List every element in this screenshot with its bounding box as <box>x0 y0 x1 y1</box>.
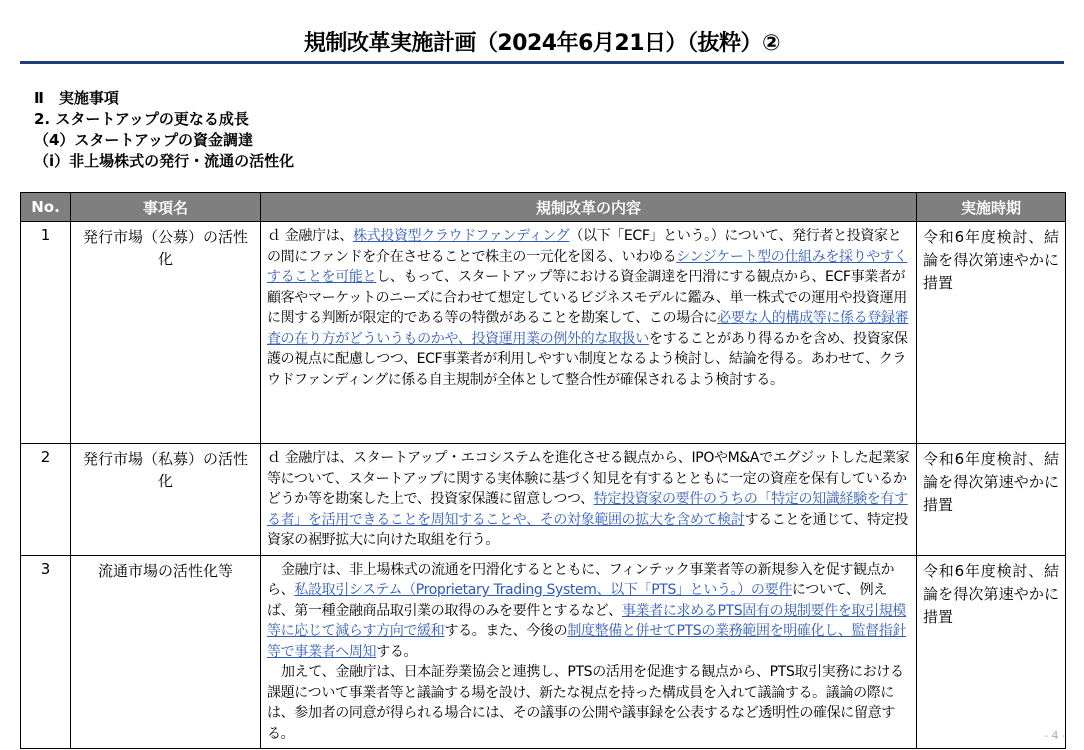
row-no: 3 <box>21 555 71 749</box>
underlined-text: 制度整備と併せてPTSの業務範囲を明確化し、監督指針等で事業者へ周知 <box>267 623 907 660</box>
underlined-text: 事業者に求めるPTS固有の規制要件を取引規模等に応じて減らす方向で緩和 <box>267 602 907 639</box>
row-timing: 令和6年度検討、結論を得次第速やかに措置 <box>917 222 1066 444</box>
content-paragraph <box>267 560 910 663</box>
heading-level-3: （4）スタートアップの資金調達 <box>34 131 253 149</box>
content-text: について、例えば、第一種金融商品取引業の取得のみを要件とするなど、 <box>267 582 887 619</box>
content-text: ｄ 金融庁は、スタートアップ・エコシステムを進化させる観点から、IPOやM&Aでエグジットした起業家等について、スタートアップに関する実体験に基づく知見を有するとともに一定の資産を保有しているかどうか等を勘案した上で、投資家保護に留意しつつ、 <box>267 450 910 507</box>
row-timing: 令和6年度検討、結論を得次第速やかに措置 <box>917 444 1066 556</box>
content-text: することを通じて、特定投資家の裾野拡大に向けた取組を行う。 <box>267 511 908 548</box>
content-text: 加えて、金融庁は、日本証券業協会と連携し、PTSの活用を促進する観点から、PTS取引実務における課題について事業者等と議論する場を設け、新たな視点を持った構成員を入れて議論する。議論の際には、参加者の同意が得られる場合には、その議事の公開や議事録を公表するなど透明性の確保に留意する。 <box>267 664 904 742</box>
row-item: 流通市場の活性化等 <box>71 555 261 749</box>
page-title: 規制改革実施計画（2024年6月21日）（抜粋）② <box>303 31 781 56</box>
content-text: （以下「ECF」という。）について、発行者と投資家との間にファンドを介在させることで株主の一元化を図る、いわゆる <box>267 228 902 265</box>
row-item: 発行市場（私募）の活性化 <box>71 444 261 556</box>
table-row <box>21 444 1066 556</box>
table-header-row <box>21 193 1066 222</box>
content-paragraph <box>267 662 910 744</box>
reform-table <box>20 192 1066 749</box>
content-text: ｄ 金融庁は、 <box>267 228 353 244</box>
content-text: する。 <box>376 643 418 660</box>
row-content <box>261 444 917 556</box>
content-text: 金融庁は、非上場株式の流通を円滑化するとともに、フィンテック事業者等の新規参入を促す観点から、 <box>267 561 895 598</box>
content-text: をすることがあり得るかを含め、投資家保護の視点に配慮しつつ、ECF事業者が利用しやすい制度となるよう検討し、結論を得る。あわせて、クラウドファンディングに係る自主規制が全体として整合性が確保されるよう検討する。 <box>267 330 908 388</box>
heading-level-2: 2. スタートアップの更なる成長 <box>34 110 249 128</box>
table-row <box>21 555 1066 749</box>
header-item: 事項名 <box>71 193 261 222</box>
row-content <box>261 555 917 749</box>
row-no: 2 <box>21 444 71 556</box>
row-item: 発行市場（公募）の活性化 <box>71 222 261 444</box>
underlined-text: シンジケート型の仕組みを採りやすくすることを可能と <box>267 248 908 285</box>
header-no: No. <box>21 193 71 222</box>
title-divider <box>20 61 1064 64</box>
content-text: し、もって、スタートアップ等における資金調達を円滑にする観点から、ECF事業者が顧客やマーケットのニーズに合わせて想定しているビジネスモデルに鑑み、単一株式での運用や投資運用に関する判断が限定的である等の特徴があることを勘案して、この場合に <box>267 269 907 326</box>
row-timing: 令和6年度検討、結論を得次第速やかに措置 <box>917 555 1066 749</box>
underlined-text: 私設取引システム（Proprietary Trading System、以下「PTS」という。）の要件 <box>294 582 792 598</box>
underlined-text: 必要な人的構成等に係る登録審査の在り方がどういうものかや、投資運用業の例外的な取扱い <box>267 310 909 347</box>
underlined-text: 株式投資型クラウドファンディング <box>353 228 570 244</box>
row-no: 1 <box>21 222 71 444</box>
table-row <box>21 222 1066 444</box>
underlined-text: 特定投資家の要件のうちの「特定の知識経験を有する者」を活用できることを周知することや、その対象範囲の拡大を含めて検討 <box>267 491 908 528</box>
heading-level-1: Ⅱ 実施事項 <box>34 89 119 107</box>
page-number: - 4 - <box>1044 729 1066 742</box>
row-content <box>261 222 917 444</box>
content-text: する。また、今後の <box>444 623 568 639</box>
header-content: 規制改革の内容 <box>261 193 917 222</box>
section-headings <box>34 88 294 172</box>
heading-level-4: （ⅰ）非上場株式の発行・流通の活性化 <box>34 152 295 170</box>
header-timing: 実施時期 <box>917 193 1066 222</box>
